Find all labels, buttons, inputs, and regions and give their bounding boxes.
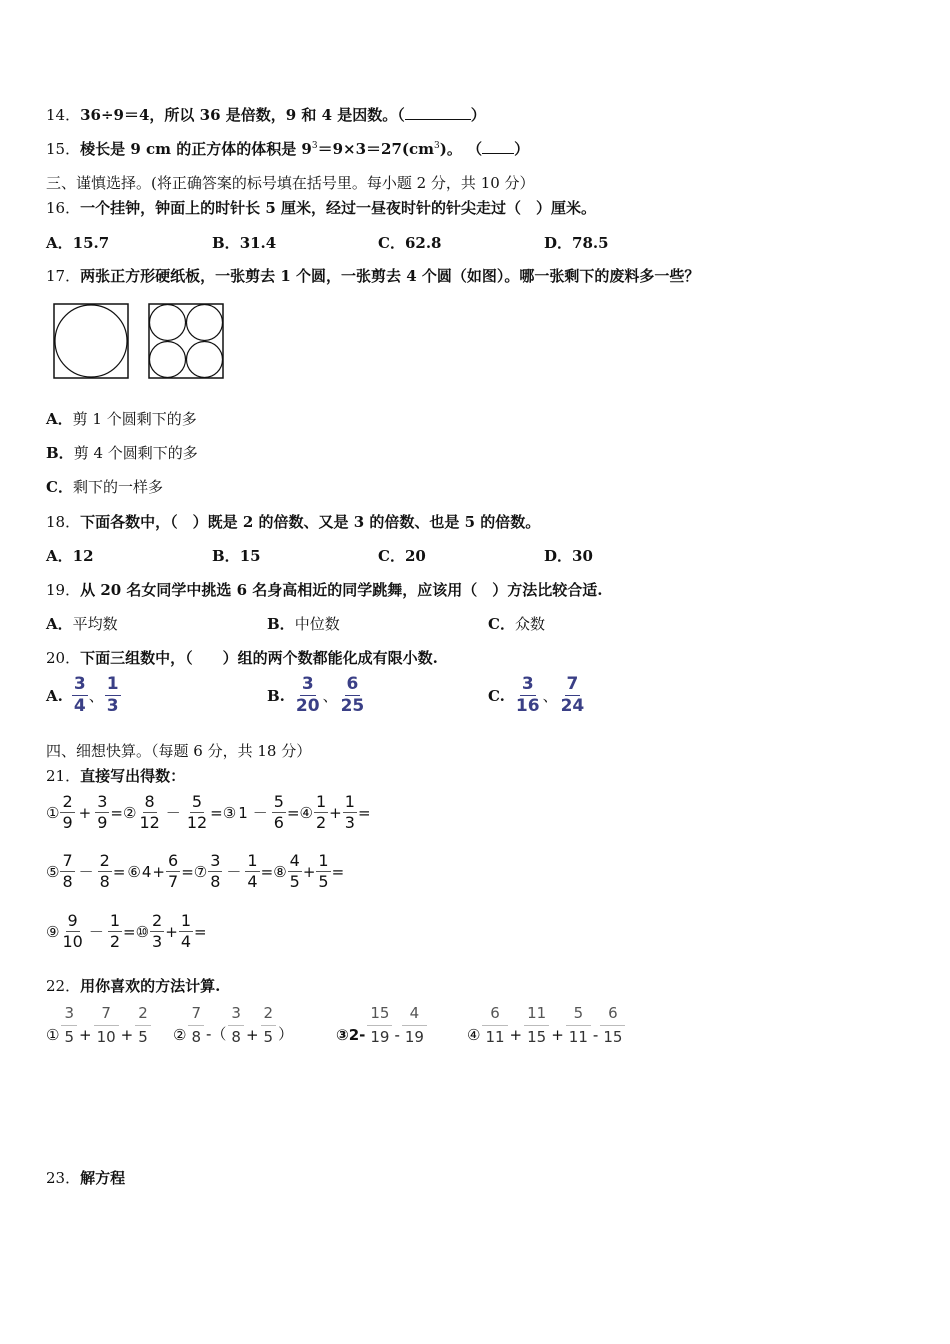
fraction: $\frac{3}{4}$ [73, 674, 86, 716]
answer-blank[interactable] [482, 140, 514, 154]
q17-option-a[interactable]: A．剪 1 个圆剩下的多 [46, 410, 197, 428]
fraction: $\frac{3}{20}$ [295, 674, 320, 716]
question-21: 21．直接写出得数： [46, 767, 186, 785]
q16-option-d[interactable]: D．78.5 [544, 234, 609, 252]
question-18: 18．下面各数中，（ ）既是 2 的倍数、又是 3 的倍数、也是 5 的倍数。 [46, 513, 541, 531]
question-19: 19．从 20 名女同学中挑选 6 名身高相近的同学跳舞，应该用（ ）方法比较合适. [46, 581, 603, 599]
q21-row-3: ⑨ $\frac{9}{10}$ － $\frac{1}{2}$ = ⑩ $\frac{2}{3}$ + $\frac{1}{4}$ = [46, 911, 207, 951]
fraction: $\frac{3}{16}$ [515, 674, 540, 716]
question-text: 36÷9＝4，所以 36 是倍数，9 和 4 是因数。（ [80, 106, 405, 124]
q20-option-c[interactable]: C. $\frac{3}{16}$ 、 $\frac{7}{24}$ [488, 674, 585, 716]
question-number: 15． [46, 140, 81, 158]
q17-option-b[interactable]: B．剪 4 个圆剩下的多 [46, 444, 198, 462]
q19-option-c[interactable]: C．众数 [488, 615, 545, 633]
q18-option-a[interactable]: A．12 [46, 547, 94, 565]
question-number: 17． [46, 267, 81, 285]
q22-calc-1: ① 3 5 + $\frac{7}{10}$ + $\frac{2}{5}$ [46, 1006, 153, 1045]
q22-calc-3: ③ 2- 15 19 - 4 19 [336, 1006, 429, 1045]
question-number: 20． [46, 649, 81, 667]
section-3-heading: 三、谨慎选择。(将正确答案的标号填在括号里。每小题 2 分，共 10 分） [46, 174, 535, 192]
q16-option-b[interactable]: B．31.4 [212, 234, 277, 252]
section-4-heading: 四、细想快算。（每题 6 分，共 18 分） [46, 742, 312, 760]
q20-option-b[interactable]: B. $\frac{3}{20}$ 、 $\frac{6}{25}$ [267, 674, 365, 716]
question-number: 21． [46, 767, 81, 785]
answer-blank[interactable] [405, 106, 471, 120]
question-22: 22．用你喜欢的方法计算. [46, 977, 221, 995]
question-number: 16． [46, 199, 81, 217]
q19-option-a[interactable]: A．平均数 [46, 615, 118, 633]
question-14: 14．36÷9＝4，所以 36 是倍数，9 和 4 是因数。（ ） [46, 106, 486, 124]
square-one-circle-figure [53, 303, 129, 379]
q21-row-1: ① $\frac{2}{9}$ + $\frac{3}{9}$ = ② $\frac{8}{12}$ － $\frac{5}{12}$ = ③ 1 － $\frac{5}{6}$ = ④ $\frac{1}{2}$ + $\frac{1}{3}$ = [46, 792, 371, 832]
question-number: 19． [46, 581, 81, 599]
question-number: 23． [46, 1169, 81, 1187]
fraction: $\frac{7}{24}$ [560, 674, 585, 716]
question-15: 15．棱长是 9 cm 的正方体的体积是 $9^3=9\times 3=27(cm^3)$。 （ ） [46, 140, 530, 158]
q17-option-c[interactable]: C．剩下的一样多 [46, 478, 163, 496]
fraction: $\frac{6}{25}$ [340, 674, 365, 716]
square-four-circles-figure [148, 303, 224, 379]
q16-option-c[interactable]: C．62.8 [378, 234, 442, 252]
question-20: 20．下面三组数中，（ ）组的两个数都能化成有限小数. [46, 649, 438, 667]
q22-calc-2: ② 7 8 -（ 3 8 + $\frac{2}{5}$ ） [173, 1004, 294, 1046]
q19-option-b[interactable]: B．中位数 [267, 615, 340, 633]
question-number: 18． [46, 513, 81, 531]
q20-option-a[interactable]: A. $\frac{3}{4}$ 、 $\frac{1}{3}$ [46, 674, 119, 716]
q18-option-b[interactable]: B．15 [212, 547, 261, 565]
question-23: 23．解方程 [46, 1169, 126, 1187]
question-16: 16．一个挂钟，钟面上的时针长 5 厘米，经过一昼夜时针的针尖走过（ ）厘米。 [46, 199, 596, 217]
question-17: 17．两张正方形硬纸板，一张剪去 1 个圆，一张剪去 4 个圆（如图）。哪一张剩下的废料多一些？ [46, 267, 700, 285]
q18-option-c[interactable]: C．20 [378, 547, 426, 565]
q16-option-a[interactable]: A．15.7 [46, 234, 110, 252]
q18-option-d[interactable]: D．30 [544, 547, 593, 565]
fraction: $\frac{1}{3}$ [106, 674, 119, 716]
q21-row-2: ⑤ $\frac{7}{8}$ － $\frac{2}{8}$ = ⑥ 4 + $\frac{6}{7}$ = ⑦ $\frac{3}{8}$ － $\frac{1}{4}$ = ⑧ $\frac{4}{5}$ + $\frac{1}{5}$ = [46, 851, 345, 891]
question-number: 14． [46, 106, 81, 124]
q22-calc-4: ④ 6 11 + $\frac{11}{15}$ + $\frac{5}{11}$ - 6 15 [467, 1006, 627, 1045]
question-number: 22． [46, 977, 81, 995]
